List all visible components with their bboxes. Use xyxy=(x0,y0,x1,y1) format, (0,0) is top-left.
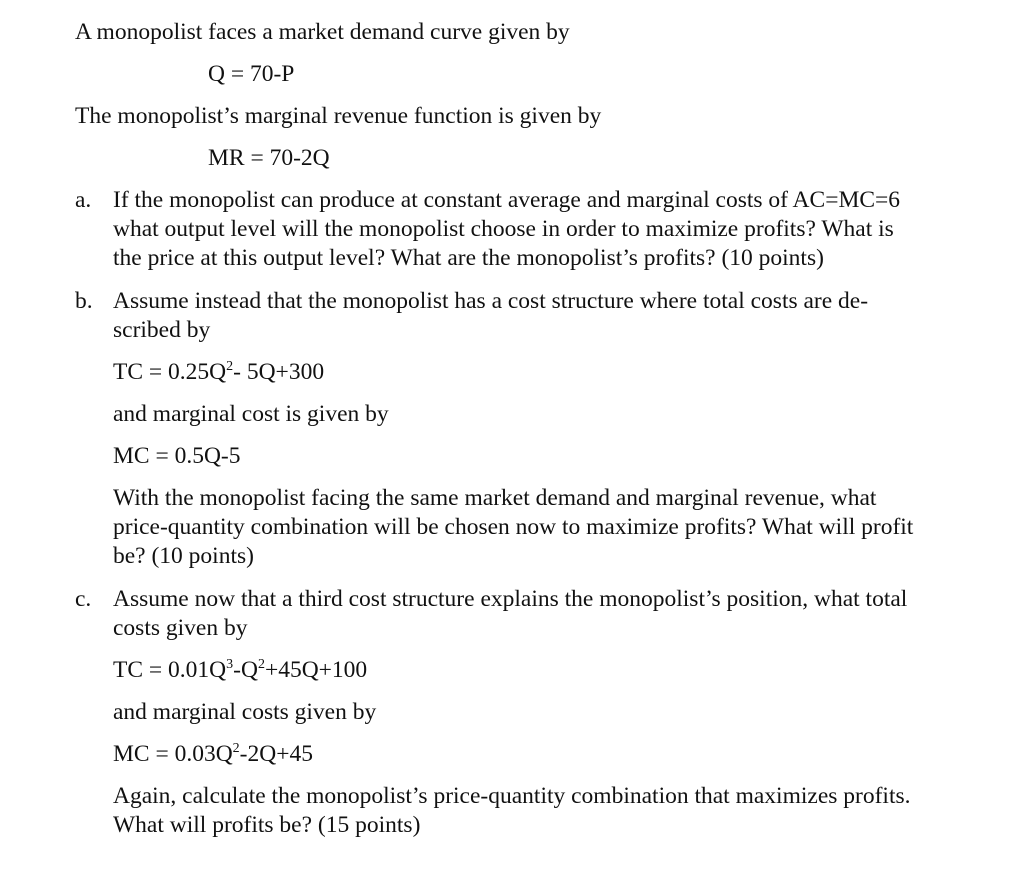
exponent: 2 xyxy=(257,657,265,672)
part-c-tc-equation xyxy=(113,656,367,684)
mr-equation: MR = 70-2Q xyxy=(208,145,330,171)
intro-text-demand: A monopolist faces a market demand curve given by xyxy=(75,19,570,45)
intro-text-mr: The monopolist’s marginal revenue function is given by xyxy=(75,103,602,129)
part-a-line: If the monopolist can produce at constant average and marginal costs of AC=MC=6 xyxy=(113,187,901,213)
exponent: 2 xyxy=(226,359,234,374)
tc-term: TC = 0.01Q xyxy=(113,657,227,683)
part-c-question-line: What will profits be? (15 points) xyxy=(113,812,421,838)
tc-term: - 5Q+300 xyxy=(233,359,325,385)
part-c-intro-line: Assume now that a third cost structure explains the monopolist’s position, what total xyxy=(113,586,908,612)
tc-term: TC = 0.25Q xyxy=(113,359,227,385)
exponent: 2 xyxy=(232,741,240,756)
part-b-marker: b. xyxy=(75,288,93,314)
mc-term: -2Q+45 xyxy=(239,741,313,767)
tc-term: -Q xyxy=(233,657,258,683)
part-b-intro-line: Assume instead that the monopolist has a cost structure where total costs are de- xyxy=(113,288,869,314)
mc-term: MC = 0.03Q xyxy=(113,741,233,767)
part-a-line: the price at this output level? What are the monopolist’s profits? (10 points) xyxy=(113,245,824,271)
part-c-question-line: Again, calculate the monopolist’s price-quantity combination that maximizes profits. xyxy=(113,783,911,809)
part-a-line: what output level will the monopolist choose in order to maximize profits? What is xyxy=(113,216,894,242)
part-c-mc-equation xyxy=(113,740,313,768)
part-b-mc-label: and marginal cost is given by xyxy=(113,401,389,427)
part-b-intro-line: scribed by xyxy=(113,317,211,343)
tc-term: +45Q+100 xyxy=(264,657,368,683)
demand-equation: Q = 70-P xyxy=(208,61,295,87)
exponent: 3 xyxy=(226,657,234,672)
part-b-question-line: be? (10 points) xyxy=(113,543,254,569)
part-b-question-line: With the monopolist facing the same market demand and marginal revenue, what xyxy=(113,485,877,511)
part-a-marker: a. xyxy=(75,187,92,213)
part-c-intro-line: costs given by xyxy=(113,615,248,641)
part-b-mc-equation: MC = 0.5Q-5 xyxy=(113,443,241,469)
part-b-tc-equation xyxy=(113,358,324,386)
part-b-question-line: price-quantity combination will be chosen now to maximize profits? What will profit xyxy=(113,514,914,540)
part-c-mc-label: and marginal costs given by xyxy=(113,699,377,725)
part-c-marker: c. xyxy=(75,586,92,612)
